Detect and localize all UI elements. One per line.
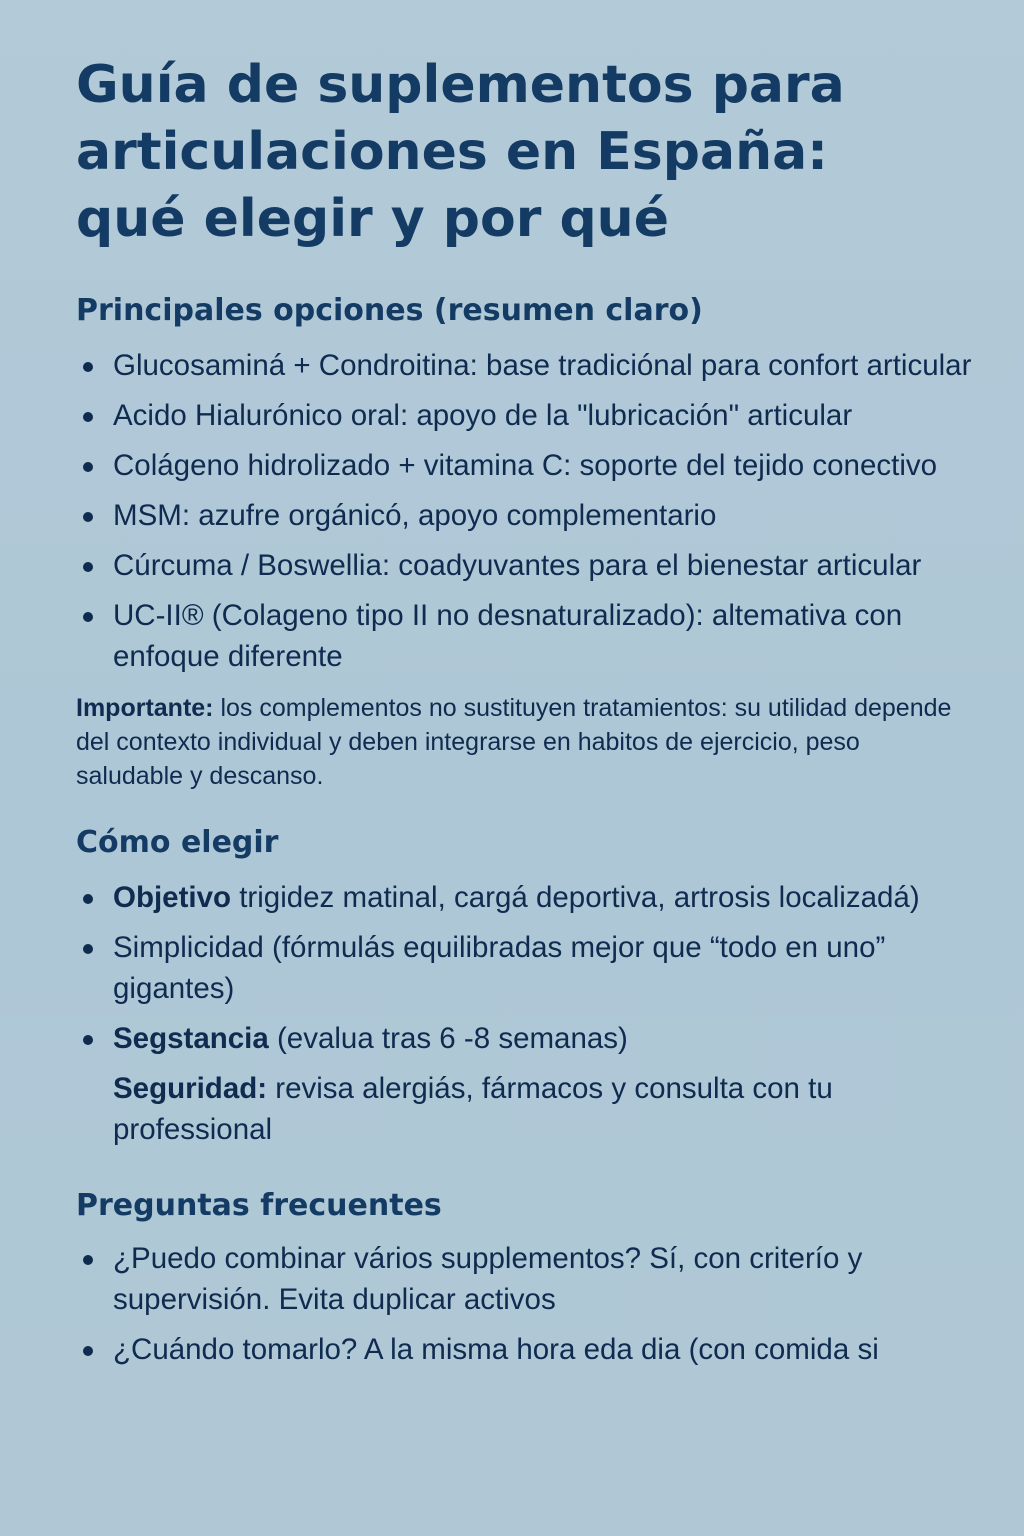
section-heading-principales: Principales opciones (resumen claro) [76, 293, 703, 328]
title-line-2: articulaciones en España: [76, 122, 828, 182]
list-item-text: revisa alergiás, fármacos y consulta con tu professional [113, 1072, 833, 1146]
list-item-text: Cúrcuma / Boswellia: coadyuvantes para el bienestar articular [113, 549, 922, 582]
list-item-text: Colágeno hidrolizado + vitamina C: soporte del tejido conectivo [113, 449, 938, 482]
important-note [76, 691, 956, 793]
list-item [76, 345, 996, 386]
note-label: Importante: [76, 694, 214, 722]
bullet-icon [83, 944, 93, 954]
principales-list [76, 345, 996, 677]
section-heading-como-elegir: Cómo elegir [76, 825, 279, 860]
bullet-icon [83, 362, 93, 372]
faq-item-text: ¿Cuándo tomarlo? A la mismа hora eda dia (con comida si [113, 1333, 879, 1366]
bullet-icon [83, 1035, 93, 1045]
como-elegir-list [76, 877, 996, 1150]
faq-list [76, 1238, 996, 1370]
title-line-3: qué elegir y por qué [76, 189, 669, 249]
section-preguntas-frecuentes [76, 1186, 996, 1370]
title-line-1: Guía de suplementos para [76, 55, 845, 115]
list-item-text: trigidez matinal, cargá deportiva, artrosis localizadá) [231, 881, 920, 914]
faq-item-text: ¿Puedo combinar vários supplementos? Sí, con criterío y supervisión. Evita duplicar activos [113, 1242, 863, 1316]
list-item [76, 395, 996, 436]
section-como-elegir [76, 823, 996, 1150]
note-text: los complementos no sustituyen tratamientos: su utilidad depende del contexto individual y deben integrarse en habitos de ejercicio, peso saludable y descanso. [76, 694, 952, 790]
bullet-icon [83, 412, 93, 422]
faq-item [76, 1329, 996, 1370]
bullet-icon [83, 512, 93, 522]
list-item-text: Glucosaminá + Condroitina: base tradiciónal para confort articular [113, 349, 972, 382]
list-item-text: UC-II® (Colageno tipo II no desnaturalizado): altemativa con enfoque diferente [113, 599, 903, 673]
list-item-text: MSM: azufre orgánicó, apoyo complementario [113, 499, 717, 532]
list-item [76, 545, 996, 586]
list-item-text: Acido Hialurónico oral: apoyo de la "lubricación" articular [113, 399, 853, 432]
list-item [76, 595, 996, 677]
bullet-icon [83, 1255, 93, 1265]
list-item-text: (evalua tras 6 -8 semanas) [268, 1022, 628, 1055]
page-title [76, 52, 996, 253]
faq-item [76, 1238, 996, 1320]
section-principales-opciones [76, 291, 996, 793]
list-item [76, 1018, 996, 1059]
bullet-icon [83, 612, 93, 622]
list-item [76, 1068, 996, 1150]
list-item [76, 927, 996, 1009]
list-item [76, 877, 996, 918]
list-item [76, 445, 996, 486]
bullet-icon [83, 1346, 93, 1356]
list-item-text: Simplicidad (fórmulás equilibradas mejor que “todo en uno” gigantes) [113, 931, 886, 1005]
bullet-icon [83, 894, 93, 904]
list-item-label: Segstancia [113, 1022, 269, 1055]
list-item [76, 495, 996, 536]
section-heading-faq: Preguntas frecuentes [76, 1188, 442, 1223]
bullet-icon [83, 462, 93, 472]
bullet-icon [83, 562, 93, 572]
list-item-label: Objetivo [113, 881, 232, 914]
list-item-label: Seguridad: [113, 1072, 268, 1105]
document-page [76, 52, 996, 1370]
